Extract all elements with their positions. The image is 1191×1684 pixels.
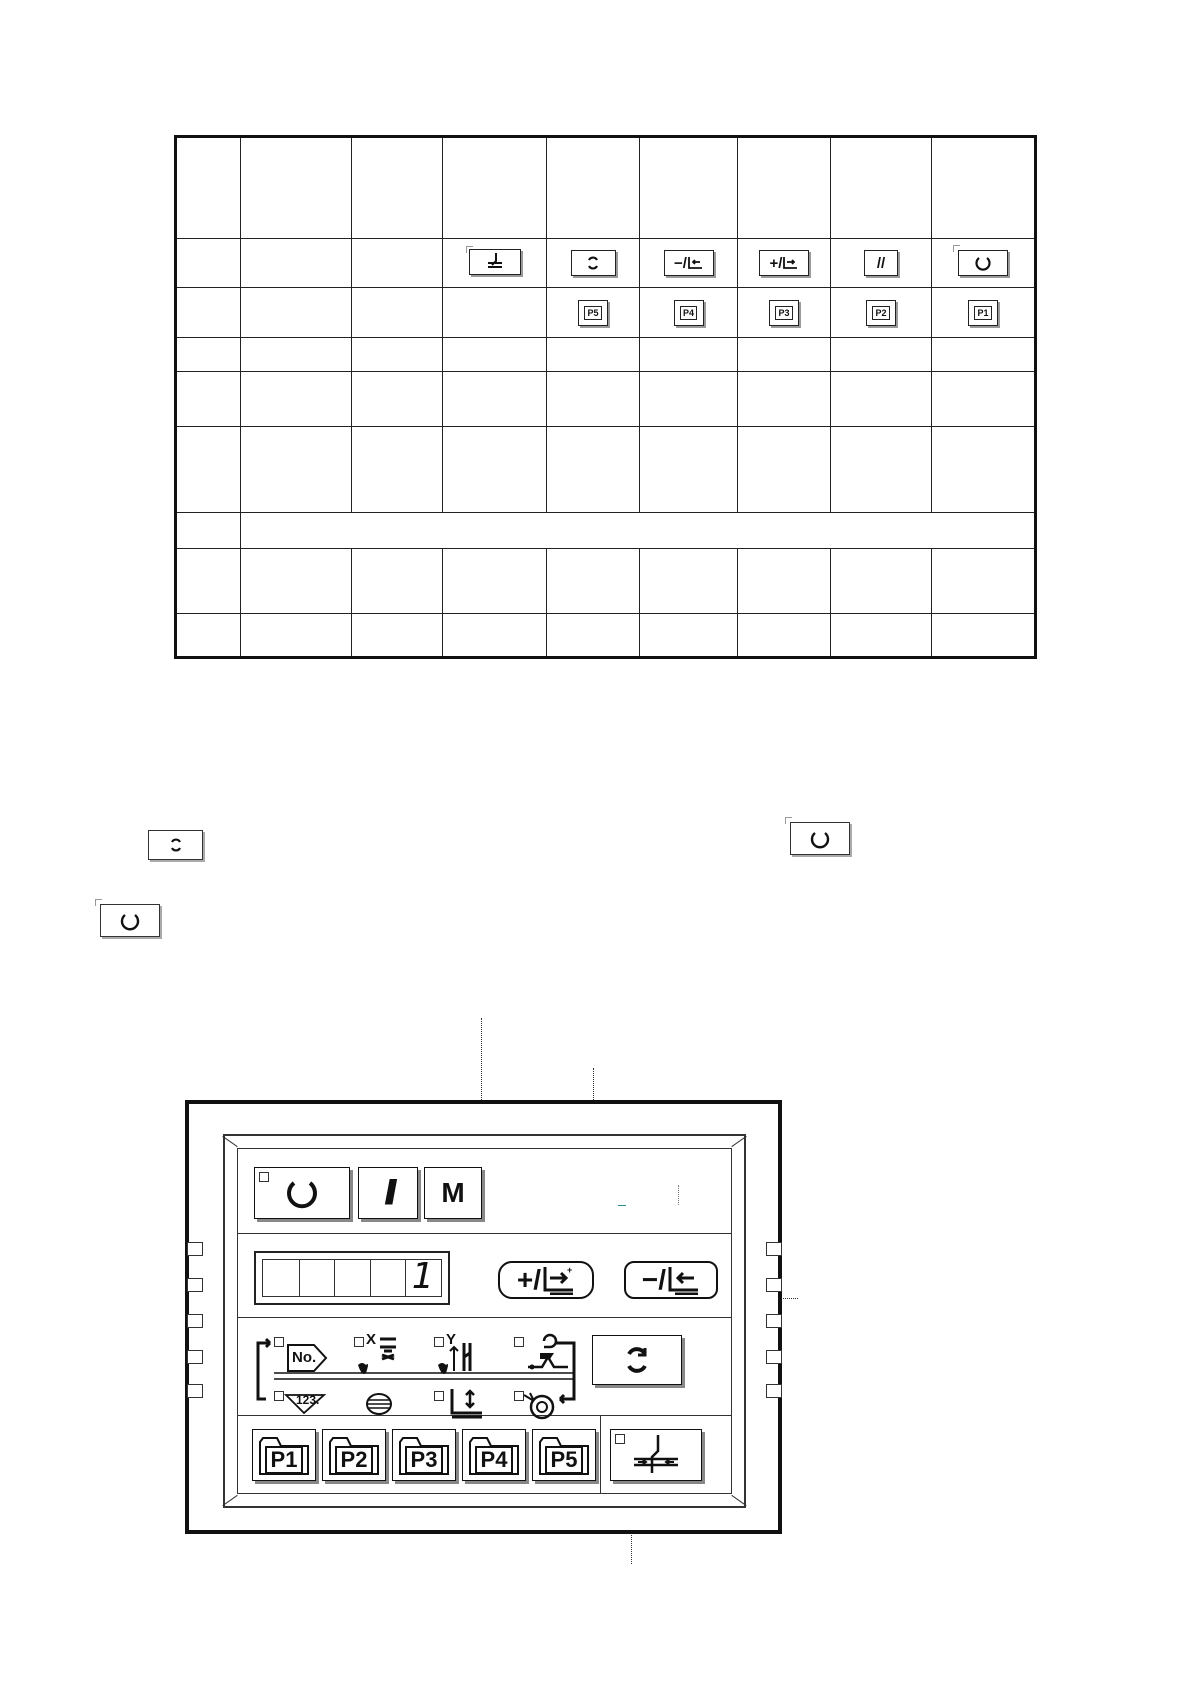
table-cell <box>547 288 640 338</box>
table-cell <box>176 614 241 658</box>
table-cell <box>640 288 738 338</box>
counter-icon <box>284 1391 330 1415</box>
table-cell <box>738 614 831 658</box>
clear-key-label: // <box>384 1173 392 1212</box>
table-cell <box>738 372 831 427</box>
table-cell <box>443 338 547 372</box>
minus-step-icon <box>666 1265 700 1295</box>
side-tab <box>187 1314 203 1328</box>
display-digit: 1 <box>411 1256 433 1297</box>
table-cell <box>176 427 241 513</box>
digit-divider <box>405 1260 406 1296</box>
table-cell <box>176 288 241 338</box>
bevel-corner <box>222 1495 237 1506</box>
table-cell <box>443 427 547 513</box>
side-tab <box>766 1350 782 1364</box>
side-tab <box>187 1350 203 1364</box>
led-display <box>254 1251 450 1305</box>
table-cell <box>640 427 738 513</box>
digit-divider <box>334 1260 335 1296</box>
table-cell <box>640 338 738 372</box>
minus-step-key-icon <box>664 250 714 276</box>
plus-label: +/ <box>769 254 783 272</box>
minus-label: −/ <box>674 254 687 272</box>
table-cell <box>176 137 241 239</box>
table-cell <box>932 427 1036 513</box>
table-cell <box>241 427 352 513</box>
reset-icon <box>623 1344 651 1376</box>
table-cell <box>831 614 932 658</box>
operation-panel <box>185 1100 782 1534</box>
counter-label: 123. <box>296 1393 320 1407</box>
table-cell <box>176 513 241 549</box>
row-divider <box>600 1415 601 1493</box>
table-cell <box>241 137 352 239</box>
clear-key[interactable] <box>358 1167 418 1219</box>
side-tab <box>766 1314 782 1328</box>
table-cell <box>738 239 831 288</box>
table-cell <box>547 427 640 513</box>
table-cell <box>738 427 831 513</box>
pattern-no-indicator <box>274 1337 284 1347</box>
table-cell <box>352 372 443 427</box>
led-digits <box>262 1256 442 1297</box>
needle-indicator <box>615 1434 625 1444</box>
pattern-key-p3[interactable] <box>392 1429 456 1481</box>
side-tab <box>766 1384 782 1398</box>
table-cell <box>547 137 640 239</box>
table-cell <box>443 614 547 658</box>
thread-tension-indicator <box>434 1391 444 1401</box>
x-scale-icon <box>356 1333 404 1377</box>
presser-height-icon <box>446 1387 486 1419</box>
ready-key-icon <box>958 250 1008 276</box>
table-cell <box>352 338 443 372</box>
pattern-key-p5[interactable] <box>532 1429 596 1481</box>
panel-face <box>237 1148 732 1494</box>
table-cell <box>831 137 932 239</box>
p2-label: P2 <box>872 306 889 320</box>
table-cell <box>443 288 547 338</box>
side-tab <box>187 1384 203 1398</box>
digit-divider <box>299 1260 300 1296</box>
table-cell <box>547 549 640 614</box>
table-cell <box>640 549 738 614</box>
speed-icon <box>522 1389 558 1421</box>
p2-key-icon <box>866 300 896 326</box>
table-merged-cell <box>241 513 1036 549</box>
table-cell <box>932 338 1036 372</box>
table-cell <box>831 338 932 372</box>
row-divider <box>238 1233 731 1234</box>
p3-key-icon <box>769 300 799 326</box>
reset-key-icon <box>571 250 616 276</box>
p3-label: P3 <box>775 306 792 320</box>
ready-icon <box>790 822 850 855</box>
table-cell <box>831 372 932 427</box>
pattern-key-p1[interactable] <box>252 1429 316 1481</box>
table-cell <box>640 372 738 427</box>
pattern-key-p2[interactable] <box>322 1429 386 1481</box>
table-cell <box>352 137 443 239</box>
table-cell <box>241 549 352 614</box>
plus-step-label: +/ <box>516 1264 542 1295</box>
table-cell <box>176 372 241 427</box>
y-scale-icon <box>436 1333 484 1377</box>
table-cell <box>932 137 1036 239</box>
pattern-key-label: P1 <box>265 1446 304 1474</box>
table-cell <box>352 427 443 513</box>
y-label: Y <box>446 1331 457 1348</box>
pattern-no-label: No. <box>292 1349 317 1366</box>
reset-icon <box>148 830 203 860</box>
counter-indicator <box>274 1391 284 1401</box>
side-tab <box>766 1242 782 1256</box>
panel-bezel <box>223 1134 746 1508</box>
p4-label: P4 <box>680 306 697 320</box>
table-cell <box>241 239 352 288</box>
display-tick <box>618 1205 626 1206</box>
plus-step-key-icon <box>759 250 809 276</box>
table-cell <box>443 239 547 288</box>
pattern-key-label: P2 <box>335 1446 374 1474</box>
p5-key-icon <box>578 300 608 326</box>
table-cell <box>241 288 352 338</box>
reset-key[interactable] <box>592 1335 682 1385</box>
table-cell <box>831 427 932 513</box>
side-tab <box>187 1278 203 1292</box>
table-cell <box>443 372 547 427</box>
bevel-corner <box>731 1495 746 1506</box>
pattern-key-label: P5 <box>545 1446 584 1474</box>
table-cell <box>932 549 1036 614</box>
side-tab <box>187 1242 203 1256</box>
plus-step-icon <box>541 1265 575 1295</box>
needle-key[interactable] <box>610 1429 702 1481</box>
x-label: X <box>366 1331 377 1348</box>
key-function-table <box>174 135 1037 659</box>
table-cell <box>932 288 1036 338</box>
table-cell <box>547 372 640 427</box>
table-cell <box>352 549 443 614</box>
svg-text:+: + <box>567 1265 573 1275</box>
p5-label: P5 <box>584 306 601 320</box>
p4-key-icon <box>674 300 704 326</box>
winder-icon <box>522 1333 572 1377</box>
table-cell <box>241 338 352 372</box>
table-cell <box>352 614 443 658</box>
bevel-corner <box>731 1136 746 1147</box>
row-divider <box>238 1317 731 1318</box>
table-cell <box>932 239 1036 288</box>
table-cell <box>547 239 640 288</box>
table-cell <box>176 549 241 614</box>
plus-step-key[interactable] <box>498 1261 594 1299</box>
pattern-key-label: P3 <box>405 1446 444 1474</box>
table-cell <box>738 137 831 239</box>
table-cell <box>176 239 241 288</box>
dotted-mark <box>678 1185 679 1205</box>
table-cell <box>738 288 831 338</box>
table-cell <box>932 372 1036 427</box>
table-cell <box>241 614 352 658</box>
pattern-no-icon <box>284 1341 330 1375</box>
digit-divider <box>370 1260 371 1296</box>
pattern-key-p4[interactable] <box>462 1429 526 1481</box>
ready-indicator <box>259 1172 269 1182</box>
p1-key-icon <box>968 300 998 326</box>
side-tab <box>766 1278 782 1292</box>
pattern-key-label: P4 <box>475 1446 514 1474</box>
table-cell <box>831 288 932 338</box>
clear-key-icon: // <box>864 250 898 276</box>
bobbin-icon <box>364 1391 394 1417</box>
table-cell <box>352 239 443 288</box>
needle-icon <box>626 1433 686 1477</box>
table-cell <box>932 614 1036 658</box>
minus-step-label: −/ <box>641 1264 667 1295</box>
ready-icon <box>100 904 160 937</box>
table-cell <box>241 372 352 427</box>
table-cell <box>443 137 547 239</box>
bevel-corner <box>222 1136 237 1147</box>
mode-key-label: M <box>441 1177 465 1208</box>
ready-key[interactable] <box>254 1167 350 1219</box>
mode-key[interactable] <box>424 1167 482 1219</box>
table-cell <box>738 549 831 614</box>
table-cell <box>831 549 932 614</box>
minus-step-key[interactable] <box>624 1261 718 1299</box>
table-cell <box>640 239 738 288</box>
table-cell <box>547 338 640 372</box>
table-cell <box>640 614 738 658</box>
ready-icon <box>284 1176 320 1210</box>
needle-key-icon <box>469 249 521 275</box>
table-cell <box>547 614 640 658</box>
table-cell <box>443 549 547 614</box>
table-cell <box>352 288 443 338</box>
table-cell <box>831 239 932 288</box>
table-cell <box>640 137 738 239</box>
table-cell <box>176 338 241 372</box>
p1-label: P1 <box>974 306 991 320</box>
table-cell <box>738 338 831 372</box>
